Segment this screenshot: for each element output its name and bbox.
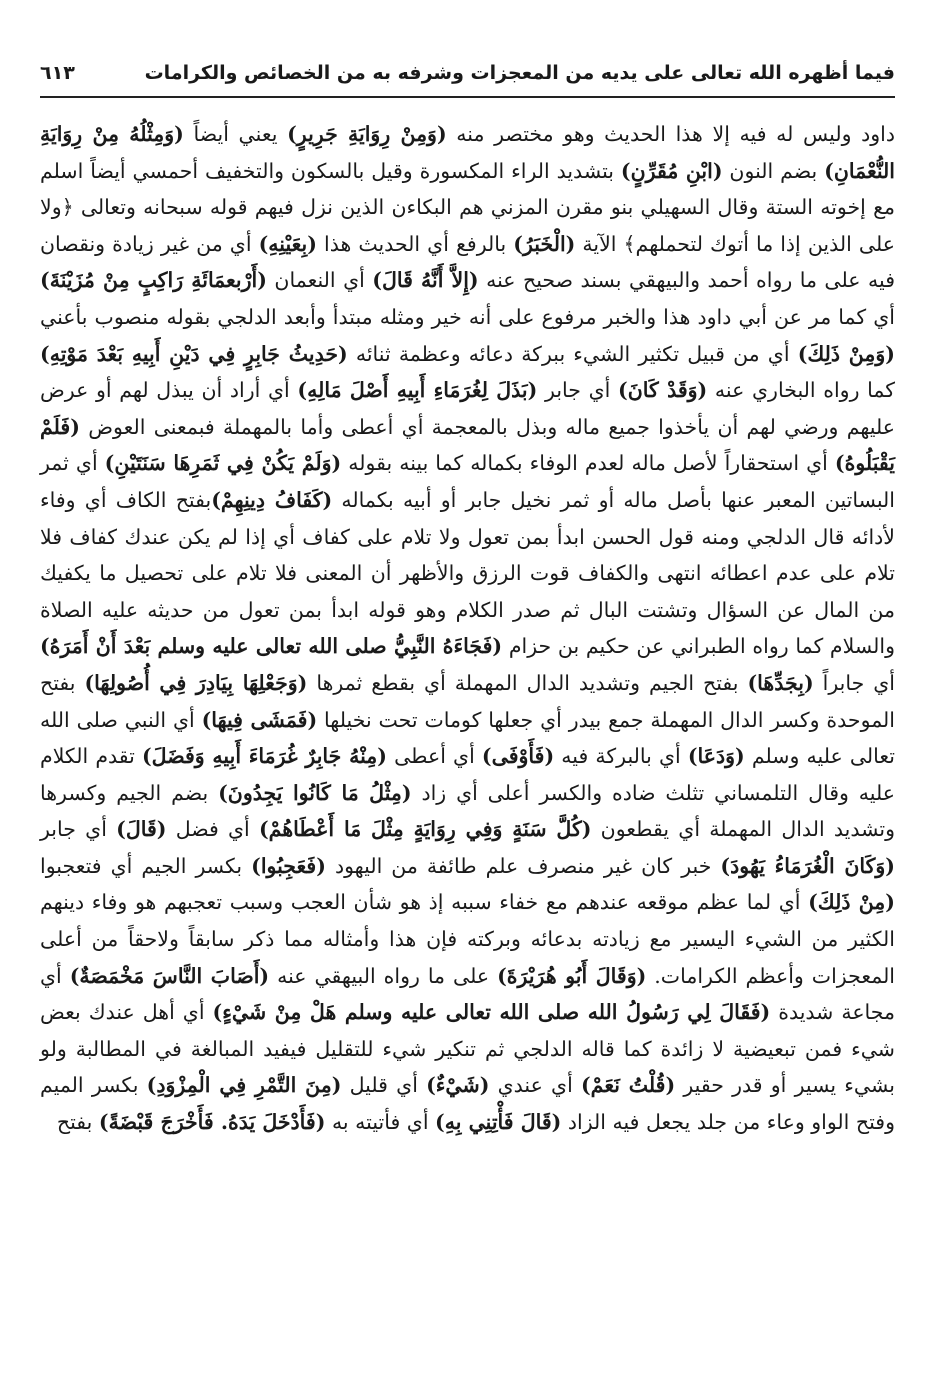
commentary-text: داود وليس له فيه إلا هذا الحديث وهو مختصر منه bbox=[446, 122, 895, 146]
matn-text: (فَعَجِبُوا) bbox=[251, 853, 326, 878]
body-paragraph bbox=[40, 116, 895, 1141]
commentary-text: على ما رواه البيهقي عنه bbox=[269, 963, 498, 988]
commentary-text: أي جابر bbox=[537, 378, 619, 403]
commentary-text: أي عندي bbox=[489, 1073, 581, 1098]
commentary-text: أي من قبيل تكثير الشيء ببركة دعائه وعظمة ثنائه bbox=[347, 341, 798, 366]
commentary-text: أي مجاعة شديدة bbox=[40, 963, 896, 1025]
matn-text: (فَلَمْ يَقْبَلُوهُ) bbox=[40, 414, 895, 476]
commentary-text: أي من غير زيادة ونقصان فيه على ما رواه أحمد والبيهقي بسند صحيح عنه bbox=[40, 231, 895, 293]
commentary-text: أي كما مر عن أبي داود هذا والخبر مرفوع على أنه خير ومثله مبتدأ وأبعد الدلجي بقوله منصوب بأعني bbox=[40, 304, 895, 329]
book-page bbox=[40, 50, 895, 1367]
matn-text: (وَمِنْ ذَلِكَ) bbox=[797, 341, 895, 366]
matn-text: (فَمَشَى فِيهَا) bbox=[201, 707, 318, 732]
matn-text: (وَمِثْلُهُ مِنْ رِوَايَةِ النُّعْمَانِ) bbox=[40, 122, 895, 183]
commentary-text: أي بالبركة فيه bbox=[554, 744, 688, 769]
running-title: فيما أظهره الله تعالى على يديه من المعجزات وشرفه به من الخصائص والكرامات bbox=[144, 62, 895, 84]
commentary-text: أي أهل عندك بعض شيء فمن تبعيضية لا زائدة كما قاله الدلجي ثم تنكير شيء للتقليل فيفيد المبالغة في المطالبة ولو بشيء يسير أو قدر حقير bbox=[40, 1000, 895, 1098]
matn-text: (وَدَعَا) bbox=[687, 744, 745, 769]
commentary-text: تقدم الكلام عليه وقال التلمساني تثلث ضاده والكسر أعلى أي زاد bbox=[40, 744, 895, 805]
commentary-text: كما رواه البخاري عنه bbox=[707, 378, 896, 403]
commentary-text: بكسر الميم وفتح الواو وعاء من جلد يجعل فيه الزاد bbox=[40, 1073, 895, 1135]
commentary-text: أي فأتيته به bbox=[325, 1110, 436, 1135]
matn-text: (وَقَالَ أَبُو هُرَيْرَةَ) bbox=[497, 963, 647, 988]
commentary-text: بكسر الجيم أي فتعجبوا bbox=[40, 853, 252, 878]
matn-text: (وَلَمْ يَكُنْ فِي ثَمَرِهَا سَنَتَيْنِ) bbox=[104, 451, 342, 476]
matn-text: (قَالَ فَأْتِنِي بِهِ) bbox=[435, 1110, 562, 1135]
matn-text: (قَالَ) bbox=[116, 817, 167, 842]
commentary-text: أي النبي صلى الله تعالى عليه وسلم bbox=[40, 707, 896, 769]
commentary-text: أي جابراً bbox=[813, 670, 895, 695]
matn-text: (فَجَاءَهُ النَّبِيُّ صلى الله تعالى عليه وسلم بَعْدَ أَنْ أَمَرَهُ) bbox=[40, 634, 503, 659]
page-header bbox=[40, 50, 895, 98]
matn-text: (كَفَافُ دِينِهِمْ) bbox=[211, 487, 333, 512]
matn-text: (وَكَانَ الْغُرَمَاءُ يَهُودَ) bbox=[720, 853, 895, 878]
commentary-text: بفتح الكاف أي وفاء لأدائه قال الدلجي ومنه قول الحسن ابدأ بمن تعول ولا تلام على كفاف أي إذا لم يكن عندك كفاف فلا تلام على عدم اعطائه انتهى والكفاف قوت الرزق والأظهر أن المعنى فلا تلام على تحصيل ما يكفيك من المال عن السؤال وتشتت البال ثم صدر الكلام وهو قوله ابدأ بمن تعول من حديثه عليه الصلاة والسلام كما رواه الطبراني عن حكيم بن حزام bbox=[40, 487, 895, 659]
matn-text: (مِنْهُ جَابِرٌ غُرَمَاءَ أَبِيهِ وَفَضَلَ) bbox=[141, 744, 387, 769]
commentary-text: بضم الجيم وكسرها وتشديد الدال المهملة أي يقطعون bbox=[40, 780, 895, 842]
commentary-text: بالرفع أي الحديث هذا bbox=[316, 231, 514, 256]
commentary-text: أي أراد أن يبذل لهم أو عرض عليهم ورضي لهم أن يأخذوا جميع ماله وبذل بالمعجمة أي أعطى وأما بالمهملة فبمعنى العوض bbox=[40, 378, 895, 439]
commentary-text: خبر كان غير منصرف علم طائفة من اليهود bbox=[325, 853, 721, 878]
commentary-text: أي النعمان bbox=[266, 268, 373, 293]
matn-text: (بَذَلَ لِغُرَمَاءِ أَبِيهِ أَصْلَ مَالِهِ) bbox=[297, 378, 538, 403]
commentary-text: أي استحقاراً لأصل ماله لعدم الوفاء بكماله كما بينه بقوله bbox=[341, 451, 835, 476]
matn-text: (أَصَابَ النَّاسَ مَخْمَصَةٌ) bbox=[69, 963, 270, 988]
matn-text: (مِثْلُ مَا كَانُوا يَجِدُونَ) bbox=[218, 780, 412, 805]
matn-text: (وَجَعْلِهَا بِيَادِرَ فِي أُصُولِهَا) bbox=[84, 670, 308, 695]
matn-text: (إِلاَّ أَنَّهُ قَالَ) bbox=[372, 268, 479, 293]
matn-text: (الْخَبَرُ) bbox=[513, 231, 576, 256]
matn-text: (حَدِيثُ جَابِرٍ فِي دَيْنِ أَبِيهِ بَعْدَ مَوْتِهِ) bbox=[40, 341, 348, 366]
commentary-text: أي فضل bbox=[166, 817, 259, 842]
matn-text: (شَيْءٌ) bbox=[426, 1073, 490, 1098]
commentary-text: أي ثمر البساتين المعبر عنها بأصل ماله أو ثمر نخيل جابر أو أبيه بكماله bbox=[40, 451, 895, 512]
matn-text: (أَرْبعمَائَةِ رَاكِبٍ مِنْ مُزَيْنَةَ) bbox=[40, 268, 267, 293]
matn-text: (فَأَوْفَى) bbox=[481, 744, 555, 769]
matn-text: (كُلَّ سَنَةٍ وَفِي رِوَايَةٍ مِثْلَ مَا أَعْطَاهُمْ) bbox=[258, 817, 592, 842]
matn-text: (وَقَدْ كَانَ) bbox=[618, 378, 708, 403]
matn-text: (فَأَدْخَلَ يَدَهُ. فَأَخْرَجَ قَبْضَةً) bbox=[98, 1110, 326, 1135]
page-number: ٦١٣ bbox=[40, 62, 75, 84]
commentary-text: بضم النون bbox=[722, 158, 825, 183]
matn-text: (قُلْتُ نَعَمْ) bbox=[580, 1073, 676, 1098]
commentary-text: بفتح الجيم وتشديد الدال المهملة أي بقطع ثمرها bbox=[307, 670, 748, 695]
matn-text: (مِنَ التَّمْرِ فِي الْمِزْوَدِ) bbox=[146, 1073, 342, 1098]
commentary-text: أي قليل bbox=[341, 1073, 427, 1098]
matn-text: (فَقَالَ لِي رَسُولُ الله صلى الله تعالى عليه وسلم هَلْ مِنْ شَيْءٍ) bbox=[212, 1000, 771, 1025]
matn-text: (وَمِنْ رِوَايَةِ جَرِيرٍ) bbox=[287, 122, 447, 146]
commentary-text: أي لما عظم موقعه عندهم مع خفاء سببه إذ هو شأن العجب وسبب تعجبهم هو وفاء دينهم الكثير من الشيء اليسير مع زيادته بدعائه وبركته فإن هذا وأمثاله مما ذكر سابقاً ولاحقاً من أعلى المعجزات وأعظم الكرامات. bbox=[40, 890, 896, 988]
page-body bbox=[40, 116, 895, 1141]
commentary-text: يعني أيضاً bbox=[183, 122, 288, 146]
commentary-text: أي أعطى bbox=[386, 744, 482, 769]
matn-text: (بِجَدِّهَا) bbox=[747, 670, 814, 695]
matn-text: (ابْنِ مُقَرِّنٍ) bbox=[620, 158, 723, 183]
commentary-text: أي جابر bbox=[40, 817, 117, 842]
commentary-text: بتشديد الراء المكسورة وقيل بالسكون والتخفيف أحمسي أيضاً اسلم مع إخوته الستة وقال السهيلي بنو مقرن المزني هم البكاءن الذين نزل فيهم قوله سبحانه وتعالى ﴿ولا على الذين إذا ما أتوك لتحملهم﴾ الآية bbox=[40, 158, 895, 256]
commentary-text: بفتح الموحدة وكسر الدال المهملة جمع بيدر أي جعلها كومات تحت نخيلها bbox=[40, 670, 895, 732]
commentary-text: بفتح bbox=[56, 1110, 99, 1135]
matn-text: (بِعَيْنِهِ) bbox=[258, 231, 317, 256]
matn-text: (مِنْ ذَلِكَ) bbox=[808, 890, 895, 915]
